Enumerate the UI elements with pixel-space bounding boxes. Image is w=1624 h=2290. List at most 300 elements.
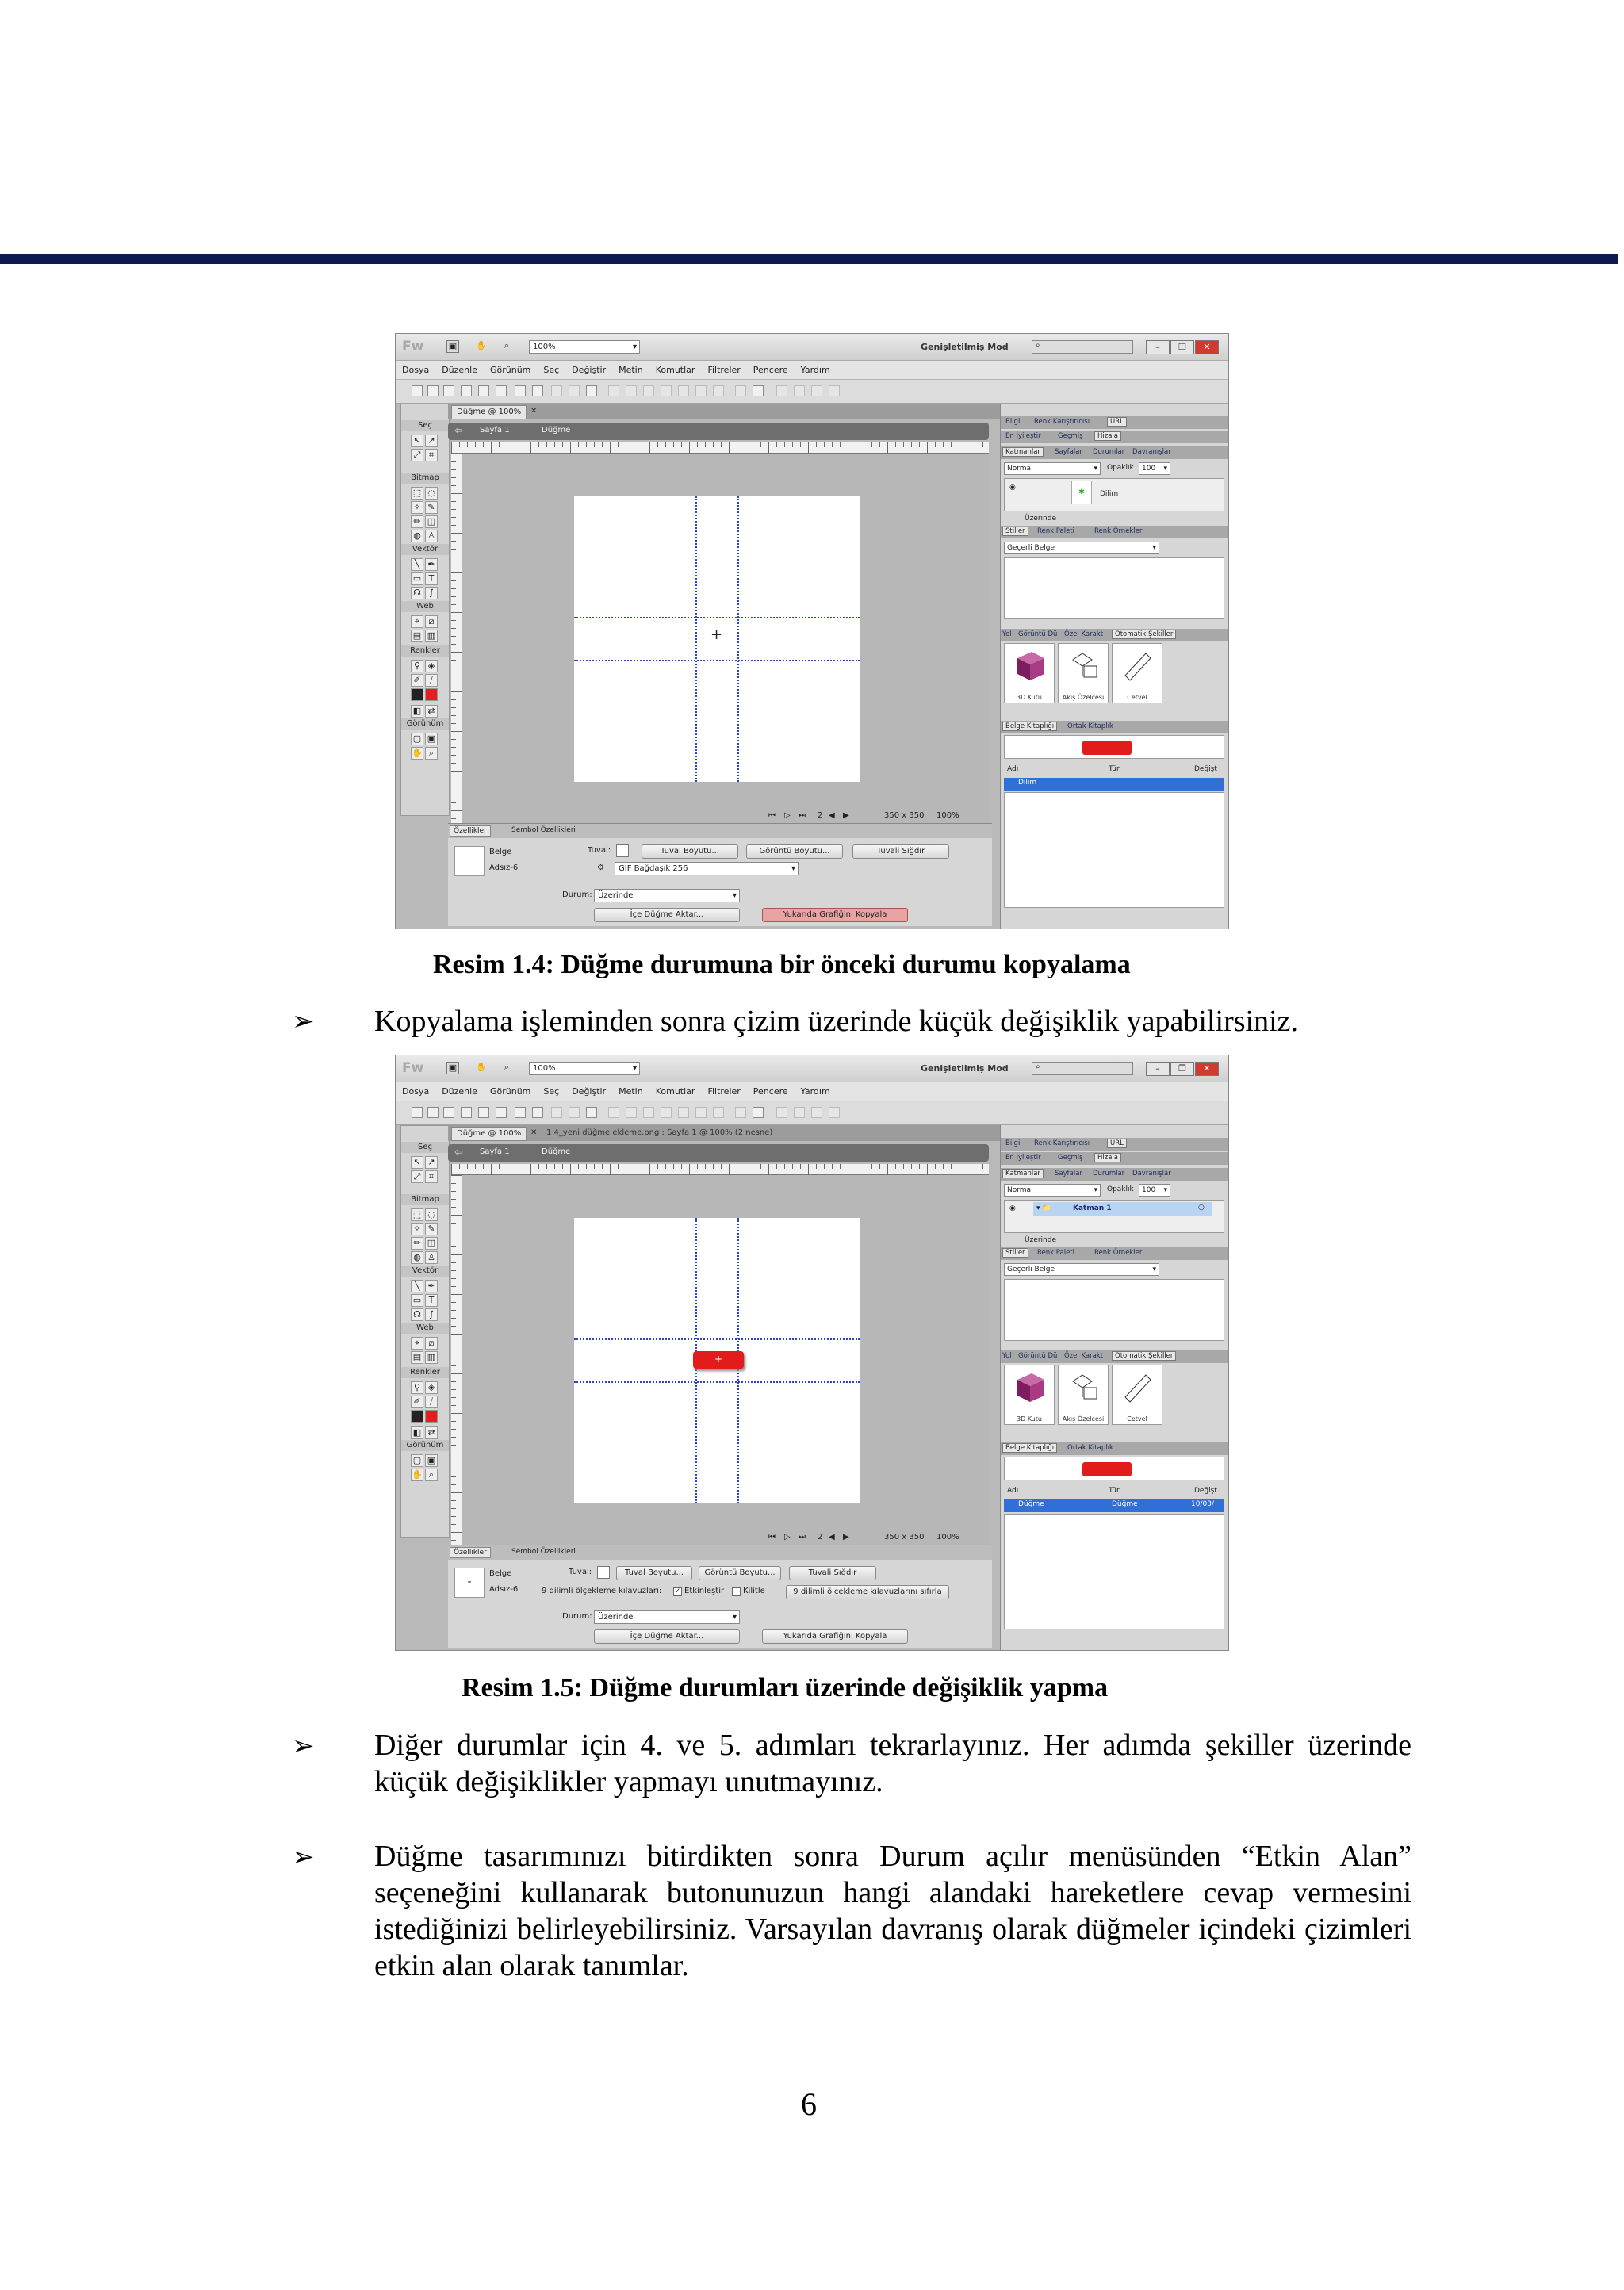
tab-swatches[interactable]: Renk Örnekleri <box>1094 527 1144 535</box>
layout-icon[interactable]: ▣ <box>446 340 459 353</box>
bucket-icon[interactable]: ◈ <box>425 1381 438 1394</box>
group-icon[interactable] <box>608 1107 619 1118</box>
menu-edit[interactable]: Düzenle <box>442 1086 477 1097</box>
shape-3d-box[interactable] <box>1004 1365 1055 1425</box>
tab-symbol-properties[interactable]: Sembol Özellikleri <box>511 1548 576 1556</box>
blend-mode-select[interactable]: Normal ▾ <box>1004 1184 1101 1197</box>
line-icon[interactable]: ╲ <box>411 558 423 571</box>
no-color-icon[interactable]: ⧸ <box>425 1396 438 1408</box>
tab-layers[interactable]: Katmanlar <box>1002 447 1044 457</box>
blur-icon[interactable]: ◍ <box>411 1251 423 1264</box>
menu-commands[interactable]: Komutlar <box>655 1086 695 1097</box>
tab-color-mixer[interactable]: Renk Karıştırıcısı <box>1034 418 1090 426</box>
red-button-graphic[interactable]: + <box>693 1351 744 1369</box>
workspace-mode[interactable]: Genişletilmiş Mod <box>921 1063 1009 1074</box>
subselect-icon[interactable]: ↗ <box>425 435 438 447</box>
document-tab-2[interactable]: 1 4_yeni düğme ekleme.png : Sayfa 1 @ 100% (2 nesne) <box>546 1128 773 1137</box>
canvas[interactable] <box>574 1218 860 1503</box>
image-size-button[interactable]: Görüntü Boyutu... <box>746 844 843 859</box>
group-icon[interactable] <box>608 385 619 396</box>
shape-flowchart[interactable] <box>1058 1365 1109 1425</box>
red-swatch-icon[interactable] <box>425 688 438 701</box>
open-icon[interactable] <box>443 1107 454 1118</box>
tab-document-library[interactable]: Belge Kitaplığı <box>1002 1443 1057 1453</box>
tab-symbol-properties[interactable]: Sembol Özellikleri <box>511 826 576 834</box>
tab-url[interactable]: URL <box>1107 417 1127 427</box>
join-icon[interactable] <box>643 1107 654 1118</box>
tab-styles[interactable]: Stiller <box>1002 1248 1028 1258</box>
tab-properties[interactable]: Özellikler <box>450 825 491 837</box>
new-icon[interactable] <box>412 1107 423 1118</box>
flip-v-icon[interactable] <box>811 1107 822 1118</box>
red-swatch-icon[interactable] <box>425 1410 438 1423</box>
tab-align[interactable]: Hizala <box>1094 1153 1121 1162</box>
minimize-icon[interactable]: – <box>1146 340 1170 354</box>
standard-mode-icon[interactable]: ▢ <box>411 1454 423 1467</box>
layer-radio-icon[interactable]: ○ <box>1198 1204 1205 1212</box>
ruler-tick <box>594 1164 595 1169</box>
tab-common-library[interactable]: Ortak Kitaplık <box>1067 1444 1113 1452</box>
fill-color-icon[interactable] <box>411 688 423 701</box>
crop-icon[interactable]: ⌗ <box>425 449 438 461</box>
front-icon[interactable] <box>678 385 689 396</box>
scale-tool-icon[interactable]: ⤢ <box>411 1170 423 1183</box>
undo-icon[interactable] <box>515 1107 526 1118</box>
first-frame-icon[interactable]: ⏮ <box>768 811 776 820</box>
ruler-tick <box>451 469 456 470</box>
canvas-color-swatch[interactable] <box>616 844 629 857</box>
hand-tool-icon[interactable]: ✋ <box>412 748 423 758</box>
split-icon[interactable] <box>661 1107 672 1118</box>
ruler-tick <box>483 1164 484 1169</box>
eyedropper-icon[interactable]: ⚲ <box>411 660 423 672</box>
align-icon[interactable] <box>735 385 746 396</box>
tab-path[interactable]: Yol <box>1002 1352 1012 1360</box>
reset-nine-slice-button[interactable]: 9 dilimli ölçekleme kılavuzlarını sıfırla <box>786 1585 949 1599</box>
palette-select[interactable]: GIF Bağdaşık 256 ▾ <box>615 862 799 875</box>
import-icon[interactable] <box>461 385 472 396</box>
rotate-icon[interactable] <box>776 1107 787 1118</box>
document-tab[interactable]: Düğme @ 100% <box>451 1127 527 1141</box>
tab-states[interactable]: Durumlar <box>1093 448 1125 456</box>
tab-behaviors[interactable]: Davranışlar <box>1132 448 1171 456</box>
freeform-icon[interactable]: ☊ <box>411 1308 423 1321</box>
text-icon[interactable]: T <box>425 572 438 585</box>
cut-icon[interactable] <box>551 385 562 396</box>
tab-image-editing[interactable]: Görüntü Dü <box>1018 630 1058 638</box>
ruler-tick <box>705 1164 706 1169</box>
copy-up-graphic-button[interactable]: Yukarıda Grafiğini Kopyala <box>762 908 908 922</box>
save-icon[interactable] <box>427 1107 439 1118</box>
lasso-icon[interactable]: ◌ <box>425 487 438 500</box>
prev-frame-icon[interactable]: ◀ <box>829 811 835 820</box>
magic-wand-icon[interactable]: ✧ <box>411 501 423 514</box>
selected-layer-row[interactable] <box>1033 1202 1212 1216</box>
ruler-tick <box>451 636 456 637</box>
ruler-tick <box>832 1164 833 1169</box>
tab-optimize[interactable]: En İyileştir <box>1005 432 1041 440</box>
play-icon[interactable]: ▷ <box>784 811 791 820</box>
tab-document-library[interactable]: Belge Kitaplığı <box>1002 722 1057 731</box>
canvas-size-button[interactable]: Tuval Boyutu... <box>642 844 738 859</box>
open-icon[interactable] <box>443 385 454 396</box>
align-icon[interactable] <box>735 1107 746 1118</box>
slice-icon[interactable]: ⧄ <box>425 615 438 628</box>
vertical-ruler <box>451 1175 462 1546</box>
canvas[interactable] <box>574 496 860 782</box>
join-icon[interactable] <box>643 385 654 396</box>
tab-special-chars[interactable]: Özel Karakt <box>1064 1352 1104 1360</box>
default-colors-icon[interactable]: ◧ <box>411 705 423 718</box>
ruler-tick <box>911 442 912 447</box>
styles-select[interactable]: Geçerli Belge ▾ <box>1004 1263 1159 1276</box>
next-frame-icon[interactable]: ▶ <box>843 811 849 820</box>
state-select[interactable]: Üzerinde ▾ <box>594 889 740 902</box>
print-icon[interactable] <box>496 385 507 396</box>
pencil-icon[interactable]: ✏ <box>411 1237 423 1250</box>
flip-icon[interactable] <box>794 1107 805 1118</box>
swap-colors-icon[interactable]: ⇄ <box>425 705 438 718</box>
tab-behaviors[interactable]: Davranışlar <box>1132 1170 1171 1178</box>
ruler-tick <box>491 1164 492 1175</box>
undo-icon[interactable] <box>515 385 526 396</box>
status-bar <box>753 810 987 824</box>
line-icon[interactable]: ╲ <box>411 1280 423 1292</box>
menu-select[interactable]: Seç <box>543 1086 560 1097</box>
knife-icon[interactable]: ∫ <box>425 1308 438 1321</box>
hotspot-icon[interactable]: ⌖ <box>411 1337 423 1350</box>
tools-colors-label: Renkler <box>401 1367 449 1378</box>
freeform-icon[interactable]: ☊ <box>411 587 423 599</box>
shape-3d-box[interactable] <box>1004 643 1055 703</box>
menu-edit[interactable]: Düzenle <box>442 365 477 375</box>
tab-history[interactable]: Geçmiş <box>1058 1154 1083 1162</box>
tab-close-icon[interactable]: ✕ <box>530 407 538 415</box>
import-icon[interactable] <box>461 1107 472 1118</box>
menu-file[interactable]: Dosya <box>402 1086 430 1097</box>
back-icon[interactable]: ⇦ <box>454 1147 463 1158</box>
new-icon[interactable] <box>412 385 423 396</box>
play-icon[interactable]: ▷ <box>784 1533 791 1541</box>
ruler-tick <box>451 477 456 478</box>
next-frame-icon[interactable]: ▶ <box>843 1533 849 1541</box>
search-field[interactable]: ⌕ <box>1032 1062 1133 1075</box>
back-icon[interactable] <box>695 385 707 396</box>
panel-tabs-styles <box>1001 526 1229 538</box>
hand-icon[interactable]: ✋ <box>476 1062 487 1072</box>
copy-icon[interactable] <box>569 385 580 396</box>
save-icon[interactable] <box>427 385 439 396</box>
tab-color-mixer[interactable]: Renk Karıştırıcısı <box>1034 1139 1090 1147</box>
ruler-tick <box>800 1164 801 1169</box>
rectangle-icon[interactable]: ▭ <box>411 1294 423 1307</box>
ungroup-icon[interactable] <box>626 1107 637 1118</box>
tab-special-chars[interactable]: Özel Karakt <box>1064 630 1104 638</box>
breadcrumb-page[interactable]: Sayfa 1 <box>480 1147 510 1156</box>
text-icon[interactable]: T <box>425 1294 438 1307</box>
canvas-color-swatch[interactable] <box>597 1566 610 1579</box>
tab-align[interactable]: Hizala <box>1094 431 1121 441</box>
menu-select[interactable]: Seç <box>543 365 560 375</box>
library-row[interactable] <box>1004 778 1224 791</box>
image-size-button[interactable]: Görüntü Boyutu... <box>699 1566 781 1580</box>
pointer-icon[interactable]: ↖ <box>411 435 423 447</box>
lasso-icon[interactable]: ◌ <box>425 1208 438 1221</box>
brush-icon[interactable]: ✎ <box>425 501 438 514</box>
import-button-button[interactable]: İçe Düğme Aktar... <box>594 908 740 922</box>
bucket-icon[interactable]: ◈ <box>425 660 438 672</box>
hide-slices-icon[interactable]: ▤ <box>411 630 423 642</box>
tab-properties[interactable]: Özellikler <box>450 1547 491 1558</box>
subselect-icon[interactable]: ↗ <box>425 1156 438 1169</box>
arrange-icon[interactable] <box>713 385 724 396</box>
fit-canvas-button[interactable]: Tuvali Sığdır <box>789 1566 876 1580</box>
pen-icon[interactable]: ✒ <box>425 1280 438 1292</box>
ruler-tick <box>665 1164 666 1169</box>
scale-tool-icon[interactable]: ⤢ <box>411 449 423 461</box>
last-frame-icon[interactable]: ⏭ <box>799 1533 806 1541</box>
bullet-symbol: ➢ <box>292 1841 315 1873</box>
eraser-icon[interactable]: ◫ <box>425 1237 438 1250</box>
eyedropper-icon[interactable]: ⚲ <box>411 1381 423 1394</box>
menu-help[interactable]: Yardım <box>800 1086 830 1097</box>
tab-states[interactable]: Durumlar <box>1093 1170 1125 1178</box>
canvas-size-button[interactable]: Tuval Boyutu... <box>616 1566 692 1580</box>
tab-url[interactable]: URL <box>1107 1139 1127 1148</box>
first-frame-icon[interactable]: ⏮ <box>768 1533 776 1541</box>
status-zoom[interactable]: 100% <box>936 1533 959 1541</box>
blur-icon[interactable]: ◍ <box>411 530 423 542</box>
tab-info[interactable]: Bilgi <box>1005 1139 1021 1147</box>
eye-icon[interactable]: ◉ <box>1009 484 1016 492</box>
redo-icon[interactable] <box>532 385 543 396</box>
lock-checkbox[interactable] <box>732 1587 741 1596</box>
ruler-tick <box>451 715 456 716</box>
ruler-tick <box>602 1164 603 1169</box>
import-button-button[interactable]: İçe Düğme Aktar... <box>594 1629 740 1644</box>
pointer-icon[interactable]: ↖ <box>411 1156 423 1169</box>
menu-text[interactable]: Metin <box>619 365 643 375</box>
zoom-select[interactable]: 100% ▾ <box>529 340 640 354</box>
ruler-tick <box>729 442 730 454</box>
distribute-icon[interactable] <box>753 1107 764 1118</box>
library-row-date: 10/03/ <box>1191 1500 1214 1508</box>
close-icon[interactable]: ✕ <box>1195 340 1219 354</box>
close-icon[interactable]: ✕ <box>1195 1062 1219 1076</box>
flip-icon[interactable] <box>794 385 805 396</box>
show-slices-icon[interactable]: ▥ <box>425 1351 438 1364</box>
back-icon[interactable]: ⇦ <box>454 425 463 437</box>
full-screen-icon[interactable]: ▣ <box>425 733 438 745</box>
paste-icon[interactable] <box>586 385 597 396</box>
stroke-color-icon[interactable]: ✐ <box>411 1396 423 1408</box>
show-slices-icon[interactable]: ▥ <box>425 630 438 642</box>
zoom-tool-icon[interactable]: ⌕ <box>425 747 438 760</box>
knife-icon[interactable]: ∫ <box>425 587 438 599</box>
fireworks-logo: Fw <box>402 339 424 354</box>
restore-icon[interactable]: ❐ <box>1170 1062 1194 1076</box>
properties-panel <box>448 823 992 926</box>
tab-auto-shapes[interactable]: Otomatik Şekiller <box>1112 630 1176 639</box>
arrange-icon[interactable] <box>713 1107 724 1118</box>
ruler-tick <box>451 1191 456 1192</box>
standard-mode-icon[interactable]: ▢ <box>411 733 423 745</box>
state-select[interactable]: Üzerinde ▾ <box>594 1610 740 1624</box>
tab-pages[interactable]: Sayfalar <box>1055 448 1082 456</box>
tab-close-icon[interactable]: ✕ <box>530 1128 538 1137</box>
menu-help[interactable]: Yardım <box>800 365 830 375</box>
rectangle-icon[interactable]: ▭ <box>411 572 423 585</box>
scale-icon[interactable] <box>829 385 840 396</box>
library-col-date: Değişt <box>1194 1487 1217 1495</box>
slice-icon[interactable]: ⧄ <box>425 1337 438 1350</box>
blend-mode-select[interactable]: Normal ▾ <box>1004 462 1101 475</box>
ruler-tick <box>451 1508 456 1509</box>
front-icon[interactable] <box>678 1107 689 1118</box>
library-row[interactable] <box>1004 1499 1224 1512</box>
print-icon[interactable] <box>496 1107 507 1118</box>
tab-pages[interactable]: Sayfalar <box>1055 1170 1082 1178</box>
crop-icon[interactable]: ⌗ <box>425 1170 438 1183</box>
enable-checkbox[interactable]: ✓ <box>674 1587 681 1595</box>
breadcrumb-item[interactable]: Düğme <box>542 426 571 435</box>
magic-wand-icon[interactable]: ✧ <box>411 1223 423 1235</box>
folder-icon: ▾ 📁 <box>1036 1204 1051 1212</box>
copy-icon[interactable] <box>569 1107 580 1118</box>
menu-filters[interactable]: Filtreler <box>707 1086 741 1097</box>
rotate-icon[interactable] <box>776 385 787 396</box>
prev-frame-icon[interactable]: ◀ <box>829 1533 835 1541</box>
copy-up-graphic-button[interactable]: Yukarıda Grafiğini Kopyala <box>762 1629 908 1644</box>
pencil-icon[interactable]: ✏ <box>411 515 423 528</box>
fill-color-icon[interactable] <box>411 1410 423 1423</box>
default-colors-icon[interactable]: ◧ <box>411 1426 423 1439</box>
minimize-icon[interactable]: – <box>1146 1062 1170 1076</box>
styles-select[interactable]: Geçerli Belge ▾ <box>1004 542 1159 554</box>
tab-swatches[interactable]: Renk Örnekleri <box>1094 1249 1144 1257</box>
ruler-tick <box>951 442 952 447</box>
layout-icon[interactable]: ▣ <box>446 1062 459 1074</box>
menu-bar <box>396 1082 1228 1101</box>
menu-view[interactable]: Görünüm <box>489 1086 531 1097</box>
tab-auto-shapes[interactable]: Otomatik Şekiller <box>1112 1351 1176 1361</box>
search-field[interactable]: ⌕ <box>1032 340 1133 354</box>
ruler-tick <box>689 1164 690 1175</box>
hide-slices-icon[interactable]: ▤ <box>411 1351 423 1364</box>
fit-canvas-button[interactable]: Tuvali Sığdır <box>852 844 949 859</box>
full-screen-icon[interactable]: ▣ <box>425 1454 438 1467</box>
workspace-mode[interactable]: Genişletilmiş Mod <box>921 342 1009 352</box>
ruler-tick <box>451 1223 456 1224</box>
flip-v-icon[interactable] <box>811 385 822 396</box>
menu-modify[interactable]: Değiştir <box>572 365 607 375</box>
hand-icon[interactable]: ✋ <box>476 340 487 350</box>
split-icon[interactable] <box>661 385 672 396</box>
menu-commands[interactable]: Komutlar <box>655 365 695 375</box>
shape-ruler[interactable] <box>1112 643 1162 703</box>
ruler-tick <box>546 442 547 447</box>
document-tab[interactable]: Düğme @ 100% <box>451 405 527 419</box>
marquee-icon[interactable]: ⬚ <box>411 487 423 500</box>
tab-optimize[interactable]: En İyileştir <box>1005 1154 1041 1162</box>
export-icon[interactable] <box>478 385 489 396</box>
scale-icon[interactable] <box>829 1107 840 1118</box>
breadcrumb-item[interactable]: Düğme <box>542 1147 571 1156</box>
tab-layers[interactable]: Katmanlar <box>1002 1169 1044 1178</box>
library-list <box>1004 792 1224 908</box>
library-col-type: Tür <box>1109 1487 1120 1495</box>
menu-file[interactable]: Dosya <box>402 365 430 375</box>
no-color-icon[interactable]: ⧸ <box>425 674 438 687</box>
tab-color-palette[interactable]: Renk Paleti <box>1037 527 1075 535</box>
tab-color-palette[interactable]: Renk Paleti <box>1037 1249 1075 1257</box>
tab-info[interactable]: Bilgi <box>1005 418 1021 426</box>
status-zoom[interactable]: 100% <box>936 811 959 820</box>
back-icon[interactable] <box>695 1107 707 1118</box>
web-tools <box>411 1335 442 1364</box>
tab-image-editing[interactable]: Görüntü Dü <box>1018 1352 1058 1360</box>
menu-modify[interactable]: Değiştir <box>572 1086 607 1097</box>
ruler-tick <box>832 442 833 447</box>
stroke-color-icon[interactable]: ✐ <box>411 674 423 687</box>
shape-ruler[interactable] <box>1112 1365 1162 1425</box>
brush-icon[interactable]: ✎ <box>425 1223 438 1235</box>
zoom-select[interactable]: 100% ▾ <box>529 1062 640 1075</box>
marquee-icon[interactable]: ⬚ <box>411 1208 423 1221</box>
shape-flowchart[interactable] <box>1058 643 1109 703</box>
tab-path[interactable]: Yol <box>1002 630 1012 638</box>
zoom-icon[interactable]: ⌕ <box>504 1062 510 1072</box>
paste-icon[interactable] <box>586 1107 597 1118</box>
ungroup-icon[interactable] <box>626 385 637 396</box>
opacity-field[interactable]: 100 ▾ <box>1139 462 1170 475</box>
pen-icon[interactable]: ✒ <box>425 558 438 571</box>
redo-icon[interactable] <box>532 1107 543 1118</box>
zoom-tool-icon[interactable]: ⌕ <box>425 1469 438 1481</box>
cut-icon[interactable] <box>551 1107 562 1118</box>
hand-tool-icon[interactable]: ✋ <box>412 1469 423 1480</box>
layer-name[interactable]: Dilim <box>1100 490 1119 498</box>
eraser-icon[interactable]: ◫ <box>425 515 438 528</box>
hotspot-icon[interactable]: ⌖ <box>411 615 423 628</box>
menu-window[interactable]: Pencere <box>753 1086 788 1097</box>
stamp-icon[interactable]: ♙ <box>425 530 438 542</box>
ruler-tick <box>451 1389 456 1390</box>
restore-icon[interactable]: ❐ <box>1170 340 1194 354</box>
menu-window[interactable]: Pencere <box>753 365 788 375</box>
tab-history[interactable]: Geçmiş <box>1058 432 1083 440</box>
palette-icon: ⚙ <box>597 864 604 872</box>
breadcrumb-page[interactable]: Sayfa 1 <box>480 426 510 435</box>
export-icon[interactable] <box>478 1107 489 1118</box>
menu-filters[interactable]: Filtreler <box>707 365 741 375</box>
menu-view[interactable]: Görünüm <box>489 365 531 375</box>
distribute-icon[interactable] <box>753 385 764 396</box>
opacity-field[interactable]: 100 ▾ <box>1139 1184 1170 1197</box>
zoom-icon[interactable]: ⌕ <box>504 340 510 350</box>
tab-common-library[interactable]: Ortak Kitaplık <box>1067 722 1113 730</box>
layer-name[interactable]: Katman 1 <box>1073 1204 1112 1212</box>
eye-icon[interactable]: ◉ <box>1009 1204 1016 1212</box>
menu-text[interactable]: Metin <box>619 1086 643 1097</box>
ruler-tick <box>499 442 500 447</box>
swap-colors-icon[interactable]: ⇄ <box>425 1426 438 1439</box>
tab-styles[interactable]: Stiller <box>1002 527 1028 536</box>
stamp-icon[interactable]: ♙ <box>425 1251 438 1264</box>
last-frame-icon[interactable]: ⏭ <box>799 811 806 820</box>
ruler-tick <box>871 1164 872 1169</box>
ruler-tick <box>451 461 456 462</box>
